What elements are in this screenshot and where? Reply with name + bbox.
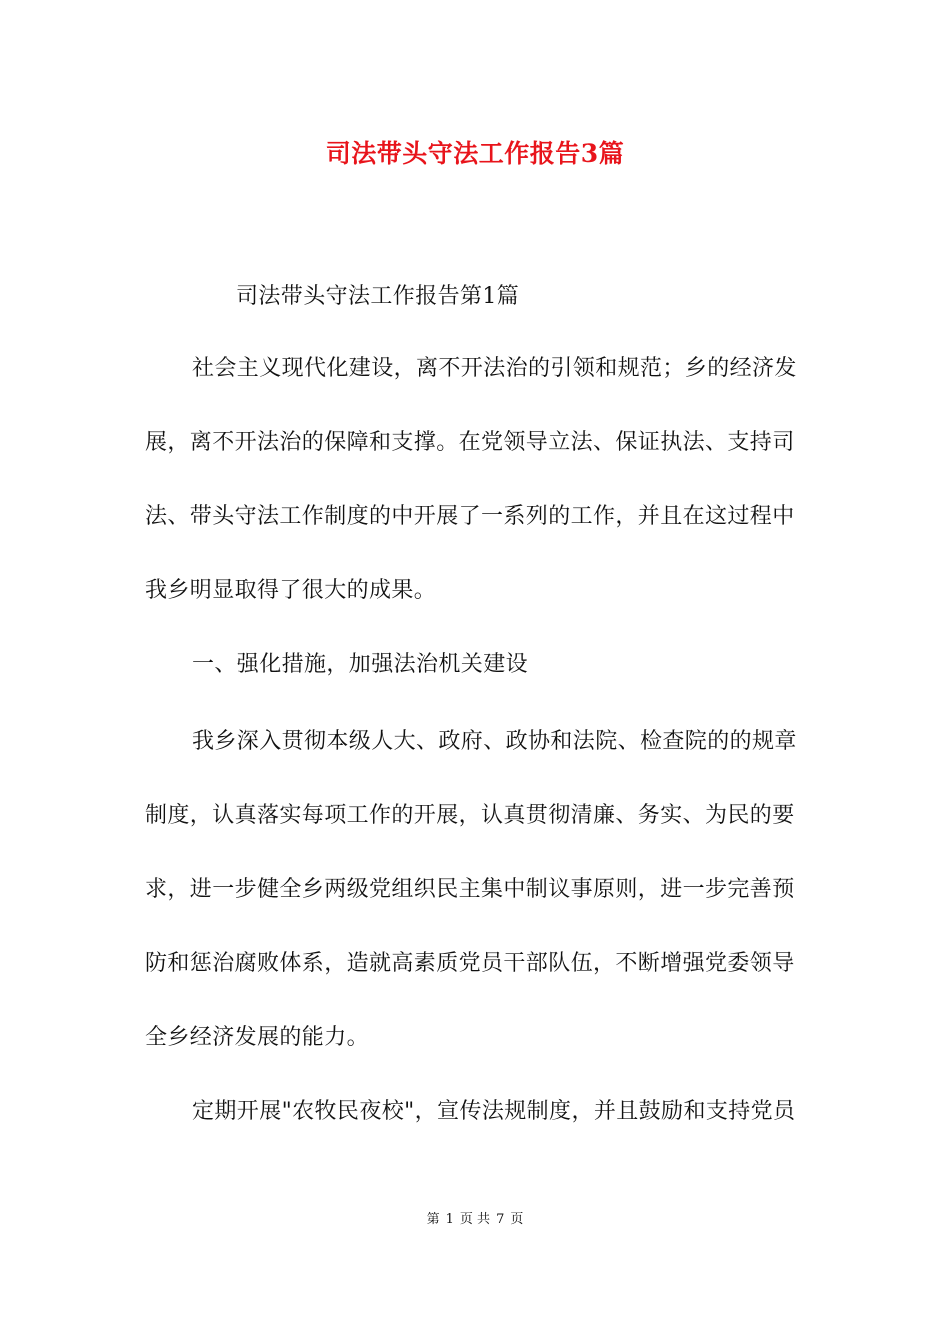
body-line-8: 求，进一步健全乡两级党组织民主集中制议事原则，进一步完善预 — [145, 877, 795, 902]
body-line-10: 全乡经济发展的能力。 — [145, 1025, 370, 1050]
footer-total-pages: 7 — [496, 1212, 505, 1227]
body-line-3: 法、带头守法工作制度的中开展了一系列的工作，并且在这过程中 — [145, 504, 795, 529]
body-line-1: 社会主义现代化建设，离不开法治的引领和规范；乡的经济发 — [192, 356, 797, 381]
footer-page-number: 1 — [445, 1212, 454, 1227]
body-line-7: 制度，认真落实每项工作的开展，认真贯彻清廉、务实、为民的要 — [145, 803, 795, 828]
footer-suffix: 页 — [510, 1212, 524, 1227]
section-heading: 一、强化措施，加强法治机关建设 — [192, 652, 529, 677]
footer-middle: 页 共 — [459, 1212, 491, 1227]
page-footer — [0, 1208, 950, 1227]
page-title: 司法带头守法工作报告3篇 — [325, 139, 625, 168]
body-line-6: 我乡深入贯彻本级人大、政府、政协和法院、检查院的的规章 — [192, 729, 797, 754]
body-line-2: 展，离不开法治的保障和支撑。在党领导立法、保证执法、支持司 — [145, 430, 795, 455]
body-line-9: 防和惩治腐败体系，造就高素质党员干部队伍，不断增强党委领导 — [145, 951, 795, 976]
body-line-11: 定期开展"农牧民夜校"，宣传法规制度，并且鼓励和支持党员 — [192, 1099, 796, 1124]
body-line-4: 我乡明显取得了很大的成果。 — [145, 578, 437, 603]
section-subtitle: 司法带头守法工作报告第1篇 — [236, 284, 520, 309]
footer-prefix: 第 — [426, 1212, 440, 1227]
